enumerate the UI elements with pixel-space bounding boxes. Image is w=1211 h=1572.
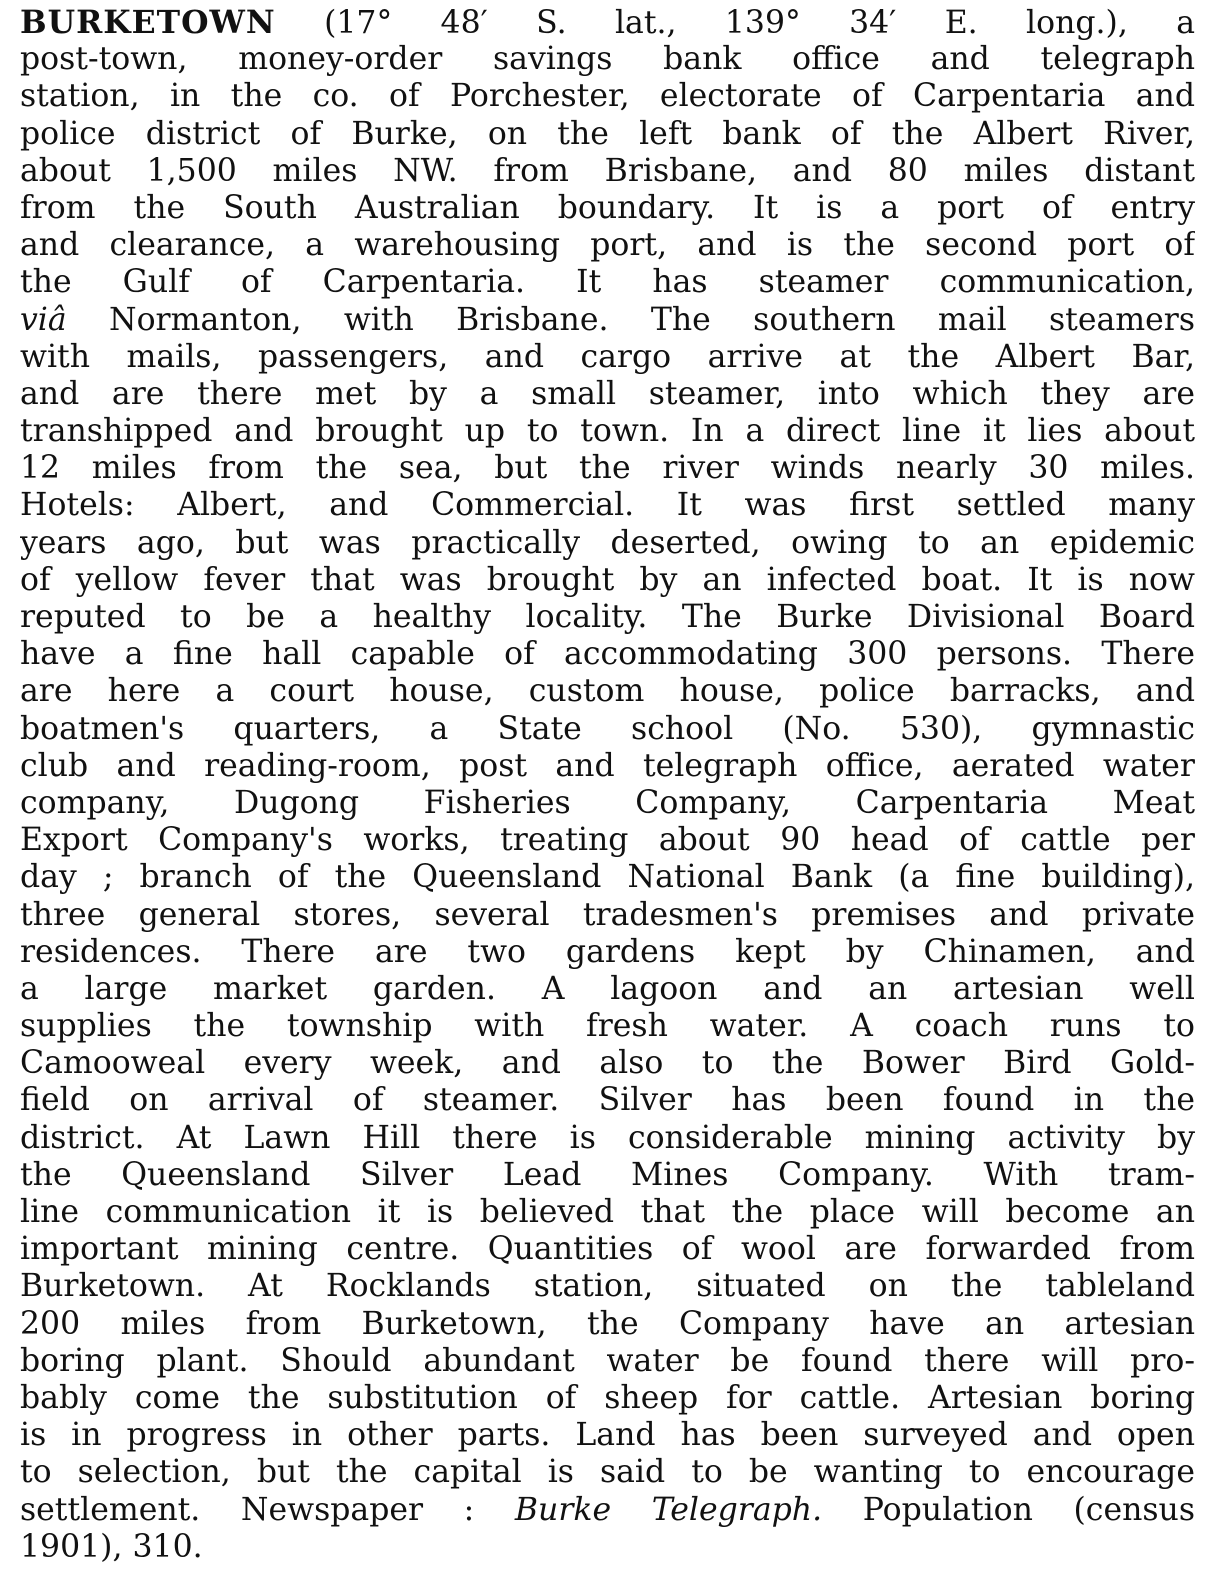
entry-line-7: and clearance, a warehousing port, and is the second port of — [20, 227, 1195, 264]
entry-line-16: of yellow fever that was brought by an infected boat. It is now — [20, 561, 1195, 598]
entry-line-15: years ago, but was practically deserted, owing to an epidemic — [20, 524, 1195, 561]
entry-line-24: day ; branch of the Queensland National Bank (a fine building), — [20, 859, 1195, 896]
entry-line-2: post-town, money-order savings bank office and telegraph — [20, 41, 1195, 78]
entry-line-38: bably come the substitution of sheep for cattle. Artesian boring — [20, 1379, 1195, 1416]
entry-coordinates: (17° 48′ S. lat., 139° 34′ E. long.), a — [275, 5, 1195, 41]
entry-line-10: with mails, passengers, and cargo arrive at the Albert Bar, — [20, 338, 1195, 375]
entry-line-14: Hotels: Albert, and Commercial. It was first settled many — [20, 487, 1195, 524]
entry-line-35: Burketown. At Rocklands station, situated on the tableland — [20, 1268, 1195, 1305]
entry-line-20: boatmen's quarters, a State school (No. 530), gymnastic — [20, 710, 1195, 747]
entry-line-32: the Queensland Silver Lead Mines Company. With tram- — [20, 1156, 1195, 1193]
entry-line-26: residences. There are two gardens kept by Chinamen, and — [20, 933, 1195, 970]
entry-line-41-text: settlement. Newspaper : — [20, 1491, 515, 1528]
entry-line-22: company, Dugong Fisheries Company, Carpentaria Meat — [20, 784, 1195, 821]
entry-line-1 — [20, 4, 1195, 41]
entry-line-19: are here a court house, custom house, police barracks, and — [20, 673, 1195, 710]
encyclopedia-entry — [20, 4, 1195, 1564]
entry-line-39: is in progress in other parts. Land has been surveyed and open — [20, 1417, 1195, 1454]
entry-line-28: supplies the township with fresh water. A coach runs to — [20, 1008, 1195, 1045]
entry-line-18: have a fine hall capable of accommodating 300 persons. There — [20, 636, 1195, 673]
entry-line-36: 200 miles from Burketown, the Company have an artesian — [20, 1305, 1195, 1342]
entry-line-9-text: Normanton, with Brisbane. The southern mail steamers — [66, 301, 1195, 338]
entry-line-31: district. At Lawn Hill there is considerable mining activity by — [20, 1119, 1195, 1156]
entry-line-37: boring plant. Should abundant water be found there will pro- — [20, 1342, 1195, 1379]
entry-line-6: from the South Australian boundary. It is a port of entry — [20, 189, 1195, 226]
entry-line-40: to selection, but the capital is said to be wanting to encourage — [20, 1454, 1195, 1491]
newspaper-title: Burke Telegraph. — [514, 1491, 823, 1528]
entry-line-12: transhipped and brought up to town. In a direct line it lies about — [20, 413, 1195, 450]
entry-line-11: and are there met by a small steamer, into which they are — [20, 375, 1195, 412]
entry-line-25: three general stores, several tradesmen's premises and private — [20, 896, 1195, 933]
via-word: viâ — [20, 301, 67, 338]
entry-line-41 — [20, 1492, 1195, 1529]
entry-line-34: important mining centre. Quantities of wool are forwarded from — [20, 1231, 1195, 1268]
entry-line-17: reputed to be a healthy locality. The Burke Divisional Board — [20, 599, 1195, 635]
entry-line-21: club and reading-room, post and telegraph office, aerated water — [20, 747, 1195, 784]
entry-line-13: 12 miles from the sea, but the river winds nearly 30 miles. — [20, 450, 1195, 487]
entry-line-42: 1901), 310. — [20, 1528, 203, 1565]
entry-line-33: line communication it is believed that the place will become an — [20, 1194, 1195, 1230]
population-text: Population (census — [822, 1491, 1195, 1528]
entry-line-23: Export Company's works, treating about 90 head of cattle per — [20, 822, 1195, 859]
entry-line-29: Camooweal every week, and also to the Bower Bird Gold- — [20, 1045, 1195, 1082]
entry-line-27: a large market garden. A lagoon and an artesian well — [20, 970, 1195, 1007]
entry-line-8: the Gulf of Carpentaria. It has steamer communication, — [20, 264, 1195, 301]
entry-line-4: police district of Burke, on the left bank of the Albert River, — [20, 115, 1195, 152]
entry-line-3: station, in the co. of Porchester, electorate of Carpentaria and — [20, 78, 1195, 115]
entry-line-30: field on arrival of steamer. Silver has been found in the — [20, 1082, 1195, 1119]
entry-line-9 — [20, 302, 1195, 339]
entry-line-5: about 1,500 miles NW. from Brisbane, and 80 miles distant — [20, 152, 1195, 189]
entry-headword: BURKETOWN — [20, 4, 276, 41]
